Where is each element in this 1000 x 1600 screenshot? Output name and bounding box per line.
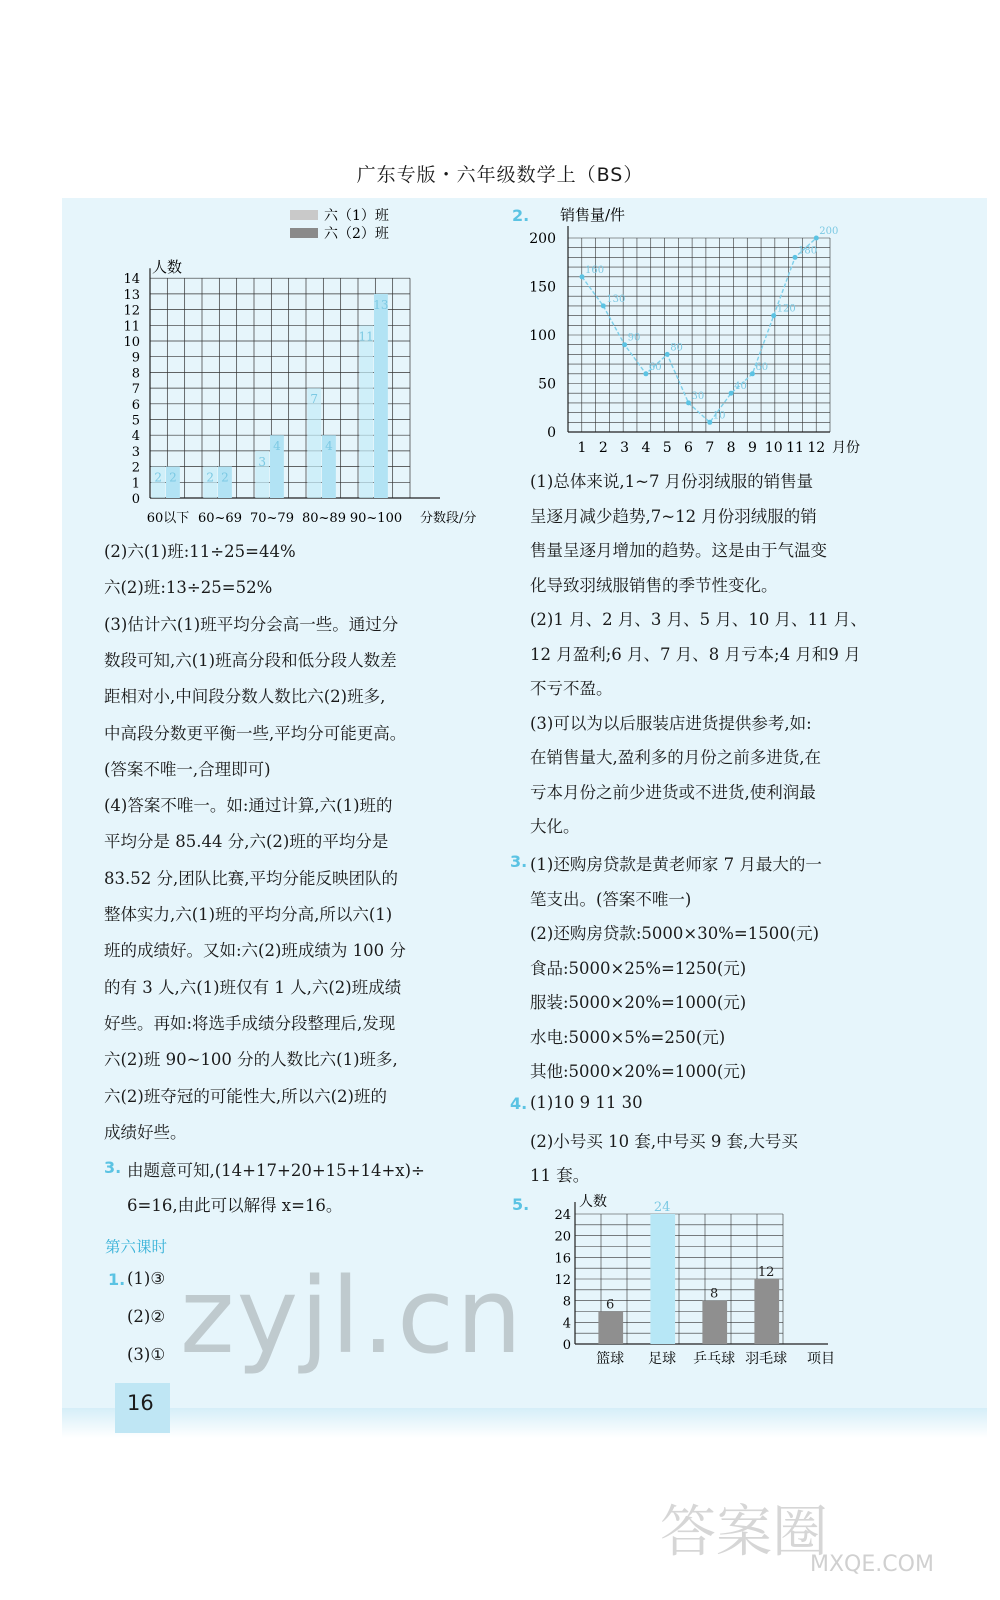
q3r-text-line-4: 食品:5000×25%=1250(元) xyxy=(530,958,747,978)
y-tick-label: 0 xyxy=(562,1338,571,1353)
left-text-line-10: 83.52 分,团队比赛,平均分能反映团队的 xyxy=(104,868,398,888)
sales-point-4 xyxy=(643,371,648,376)
sales-point-7 xyxy=(707,420,712,425)
bar-data-label: 2 xyxy=(221,470,229,485)
sales-point-8 xyxy=(729,391,734,396)
x-axis-label: 分数段/分 xyxy=(420,511,477,526)
sales-line-chart xyxy=(520,198,880,463)
q2-text-line-1: (1)总体来说,1~7 月份羽绒服的销售量 xyxy=(530,472,814,491)
y-tick-label: 14 xyxy=(123,272,140,288)
y-tick-label: 12 xyxy=(554,1273,571,1288)
x-tick-label: 9 xyxy=(747,440,757,456)
q4-text-line-1: (1)10 9 11 30 xyxy=(530,1093,643,1112)
bar-data-label: 4 xyxy=(273,439,281,454)
y-axis-label: 人数 xyxy=(152,258,183,277)
y-tick-label: 8 xyxy=(562,1294,571,1310)
x-tick-label: 篮球 xyxy=(596,1351,625,1367)
x-tick-label: 60~69 xyxy=(198,511,242,526)
left-text-line-11: 整体实力,六(1)班的平均分高,所以六(1) xyxy=(104,905,393,924)
left-text-line-6: 中高段分数更平衡一些,平均分可能更高。 xyxy=(104,723,407,743)
x-axis-label: 月份 xyxy=(832,440,860,456)
bar-data-label: 8 xyxy=(709,1286,719,1302)
q4-text-line-3: 11 套。 xyxy=(530,1166,590,1185)
q2-text-line-4: 化导致羽绒服销售的季节性变化。 xyxy=(530,575,778,595)
point-data-label: 10 xyxy=(712,410,726,422)
q2-text-line-8: (3)可以为以后服装店进货提供参考,如: xyxy=(530,713,812,733)
y-tick-label: 3 xyxy=(131,444,140,460)
y-tick-label: 12 xyxy=(123,303,140,319)
watermark-logo: 答案圈 xyxy=(660,1500,828,1565)
question-3-number: 3. xyxy=(104,1158,122,1177)
q3r-text-line-1: (1)还购房贷款是黄老师家 7 月最大的一 xyxy=(530,855,822,874)
y-tick-label: 4 xyxy=(131,429,140,445)
point-data-label: 80 xyxy=(670,342,683,354)
sales-point-12 xyxy=(814,236,819,241)
y-tick-label: 4 xyxy=(562,1316,571,1332)
x-tick-label: 足球 xyxy=(648,1351,677,1367)
point-data-label: 160 xyxy=(585,264,605,276)
q4-text-line-2: (2)小号买 10 套,中号买 9 套,大号买 xyxy=(530,1131,798,1151)
y-tick-label: 20 xyxy=(554,1229,571,1245)
left-text-line-13: 的有 3 人,六(1)班仅有 1 人,六(2)班成绩 xyxy=(104,977,402,997)
x-tick-label: 12 xyxy=(807,440,826,456)
sales-point-11 xyxy=(793,255,798,260)
left-text-line-14: 好些。再如:将选手成绩分段整理后,发现 xyxy=(104,1013,396,1033)
x-tick-label: 3 xyxy=(620,440,630,456)
y-tick-label: 8 xyxy=(131,366,140,382)
y-tick-label: 2 xyxy=(131,460,140,476)
q2-text-line-6: 12 月盈利;6 月、7 月、8 月亏本;4 月和9 月 xyxy=(530,644,861,664)
y-tick-label: 50 xyxy=(538,376,556,393)
bar-data-label: 13 xyxy=(373,297,389,312)
page-header: 广东专版・六年级数学上（BS） xyxy=(356,164,644,186)
x-tick-label: 5 xyxy=(662,440,672,456)
y-tick-label: 150 xyxy=(529,279,556,296)
x-tick-label: 80~89 xyxy=(302,511,346,526)
x-tick-label: 60以下 xyxy=(146,511,190,526)
left-text-line-7: (答案不唯一,合理即可) xyxy=(104,759,271,779)
q1-line-2: (2)② xyxy=(127,1307,166,1326)
bar-data-label: 6 xyxy=(605,1297,615,1313)
sport-bar-2 xyxy=(650,1214,675,1344)
sports-bar-chart xyxy=(545,1188,855,1368)
q2-text-line-2: 呈逐月减少趋势,7~12 月份羽绒服的销 xyxy=(530,506,817,526)
legend-label-1: 六（1）班 xyxy=(324,208,389,224)
y-tick-label: 1 xyxy=(131,476,140,492)
bar-data-label: 2 xyxy=(206,470,215,485)
q3-line-2: 6=16,由此可以解得 x=16。 xyxy=(127,1196,343,1215)
point-data-label: 120 xyxy=(776,303,796,315)
bar-data-label: 12 xyxy=(757,1265,775,1280)
bar-data-label: 11 xyxy=(358,329,374,344)
x-tick-label: 10 xyxy=(764,440,783,456)
y-tick-label: 13 xyxy=(123,287,140,303)
page-number-tab xyxy=(115,1383,170,1433)
left-text-line-2: 六(2)班:13÷25=52% xyxy=(104,578,273,598)
q3r-text-line-5: 服装:5000×20%=1000(元) xyxy=(530,993,747,1012)
y-tick-label: 10 xyxy=(123,335,140,350)
legend-label-2: 六（2）班 xyxy=(324,226,389,242)
left-text-line-12: 班的成绩好。又如:六(2)班成绩为 100 分 xyxy=(104,941,406,961)
sport-bar-4 xyxy=(754,1279,779,1344)
point-data-label: 130 xyxy=(606,293,626,305)
score-bar-chart xyxy=(100,198,500,533)
y-tick-label: 0 xyxy=(131,492,140,507)
question-3r-number: 3. xyxy=(510,852,528,871)
q2-text-line-9: 在销售量大,盈利多的月份之前多进货,在 xyxy=(530,748,821,767)
y-tick-label: 0 xyxy=(547,425,556,441)
x-tick-label: 90~100 xyxy=(349,511,403,526)
x-tick-label: 7 xyxy=(705,440,715,456)
bar-data-label: 24 xyxy=(653,1200,671,1215)
left-text-line-3: (3)估计六(1)班平均分会高一些。通过分 xyxy=(104,614,399,634)
y-tick-label: 16 xyxy=(554,1251,571,1267)
q1-line-1: (1)③ xyxy=(127,1269,166,1288)
point-data-label: 200 xyxy=(819,226,839,237)
q3r-text-line-6: 水电:5000×5%=250(元) xyxy=(530,1027,726,1047)
q2-text-line-3: 售量呈逐月增加的趋势。这是由于气温变 xyxy=(530,541,827,560)
sales-point-6 xyxy=(686,400,691,405)
y-tick-label: 24 xyxy=(554,1208,571,1223)
sport-bar-1 xyxy=(598,1312,623,1345)
left-text-line-8: (4)答案不唯一。如:通过计算,六(1)班的 xyxy=(104,796,393,816)
x-axis-label: 项目 xyxy=(807,1351,835,1367)
x-tick-label: 8 xyxy=(726,440,736,456)
left-text-line-1: (2)六(1)班:11÷25=44% xyxy=(104,542,296,561)
watermark-site: MXQE.COM xyxy=(810,1552,934,1577)
x-tick-label: 1 xyxy=(577,440,587,456)
sales-point-3 xyxy=(622,342,627,347)
q2-text-line-7: 不亏不盈。 xyxy=(530,679,613,698)
left-text-line-4: 数段可知,六(1)班高分段和低分段人数差 xyxy=(104,650,397,670)
y-axis-label: 人数 xyxy=(579,1194,607,1210)
point-data-label: 30 xyxy=(691,390,705,402)
left-text-line-15: 六(2)班 90~100 分的人数比六(1)班多, xyxy=(104,1050,398,1070)
x-tick-label: 羽毛球 xyxy=(745,1351,788,1367)
q2-text-line-11: 大化。 xyxy=(530,817,580,836)
legend-swatch-1 xyxy=(290,210,318,220)
point-data-label: 60 xyxy=(648,361,662,373)
sales-point-10 xyxy=(771,313,776,318)
page-number: 16 xyxy=(127,1391,154,1415)
x-tick-label: 70~79 xyxy=(250,511,294,526)
point-data-label: 60 xyxy=(755,361,769,373)
q1-line-3: (3)① xyxy=(127,1345,166,1364)
y-tick-label: 6 xyxy=(131,397,140,413)
sales-point-5 xyxy=(665,352,670,357)
q2-text-line-5: (2)1 月、2 月、3 月、5 月、10 月、11 月、 xyxy=(530,610,867,629)
panel-shadow xyxy=(62,1408,987,1438)
bar-data-label: 3 xyxy=(258,454,267,469)
y-tick-label: 5 xyxy=(131,413,140,429)
bar-data-label: 2 xyxy=(154,470,163,485)
left-text-line-17: 成绩好些。 xyxy=(104,1122,187,1142)
q3r-text-line-7: 其他:5000×20%=1000(元) xyxy=(530,1062,747,1081)
y-tick-label: 11 xyxy=(123,319,140,335)
sales-point-9 xyxy=(750,371,755,376)
q3-line-1: 由题意可知,(14+17+20+15+14+x)÷ xyxy=(127,1161,425,1180)
y-tick-label: 9 xyxy=(131,350,140,366)
sport-bar-3 xyxy=(702,1301,727,1344)
question-1-number: 1. xyxy=(108,1270,126,1289)
left-text-line-16: 六(2)班夺冠的可能性大,所以六(2)班的 xyxy=(104,1086,387,1106)
legend-swatch-2 xyxy=(290,228,318,238)
bar-data-label: 2 xyxy=(169,470,177,485)
q3r-text-line-2: 笔支出。(答案不唯一) xyxy=(530,889,692,909)
y-tick-label: 7 xyxy=(131,382,140,398)
point-data-label: 90 xyxy=(627,332,641,344)
q3r-text-line-3: (2)还购房贷款:5000×30%=1500(元) xyxy=(530,924,820,943)
point-data-label: 180 xyxy=(798,245,818,257)
sales-point-1 xyxy=(580,274,585,279)
question-4-number: 4. xyxy=(510,1094,528,1113)
y-axis-label: 销售量/件 xyxy=(560,206,626,224)
question-2-number: 2. xyxy=(512,206,530,225)
q2-text-line-10: 亏本月份之前少进货或不进货,使利润最 xyxy=(530,782,816,802)
watermark-text: zyjl.cn xyxy=(180,1255,525,1377)
x-tick-label: 4 xyxy=(641,440,651,456)
point-data-label: 40 xyxy=(734,381,747,393)
bar-data-label: 7 xyxy=(310,392,319,407)
x-tick-label: 2 xyxy=(598,440,608,456)
bar-data-label: 4 xyxy=(325,439,333,454)
left-text-line-5: 距相对小,中间段分数人数比六(2)班多, xyxy=(104,687,386,707)
bar-1-5 xyxy=(359,325,373,498)
left-text-line-9: 平均分是 85.44 分,六(2)班的平均分是 xyxy=(104,832,389,852)
x-tick-label: 11 xyxy=(786,440,804,456)
section-title: 第六课时 xyxy=(105,1238,168,1256)
x-tick-label: 6 xyxy=(684,440,693,456)
question-5-number: 5. xyxy=(512,1195,530,1214)
y-tick-label: 200 xyxy=(529,231,556,247)
sales-point-2 xyxy=(601,303,606,308)
x-tick-label: 乒乓球 xyxy=(693,1351,736,1367)
bar-2-5 xyxy=(374,294,388,498)
y-tick-label: 100 xyxy=(529,328,556,344)
